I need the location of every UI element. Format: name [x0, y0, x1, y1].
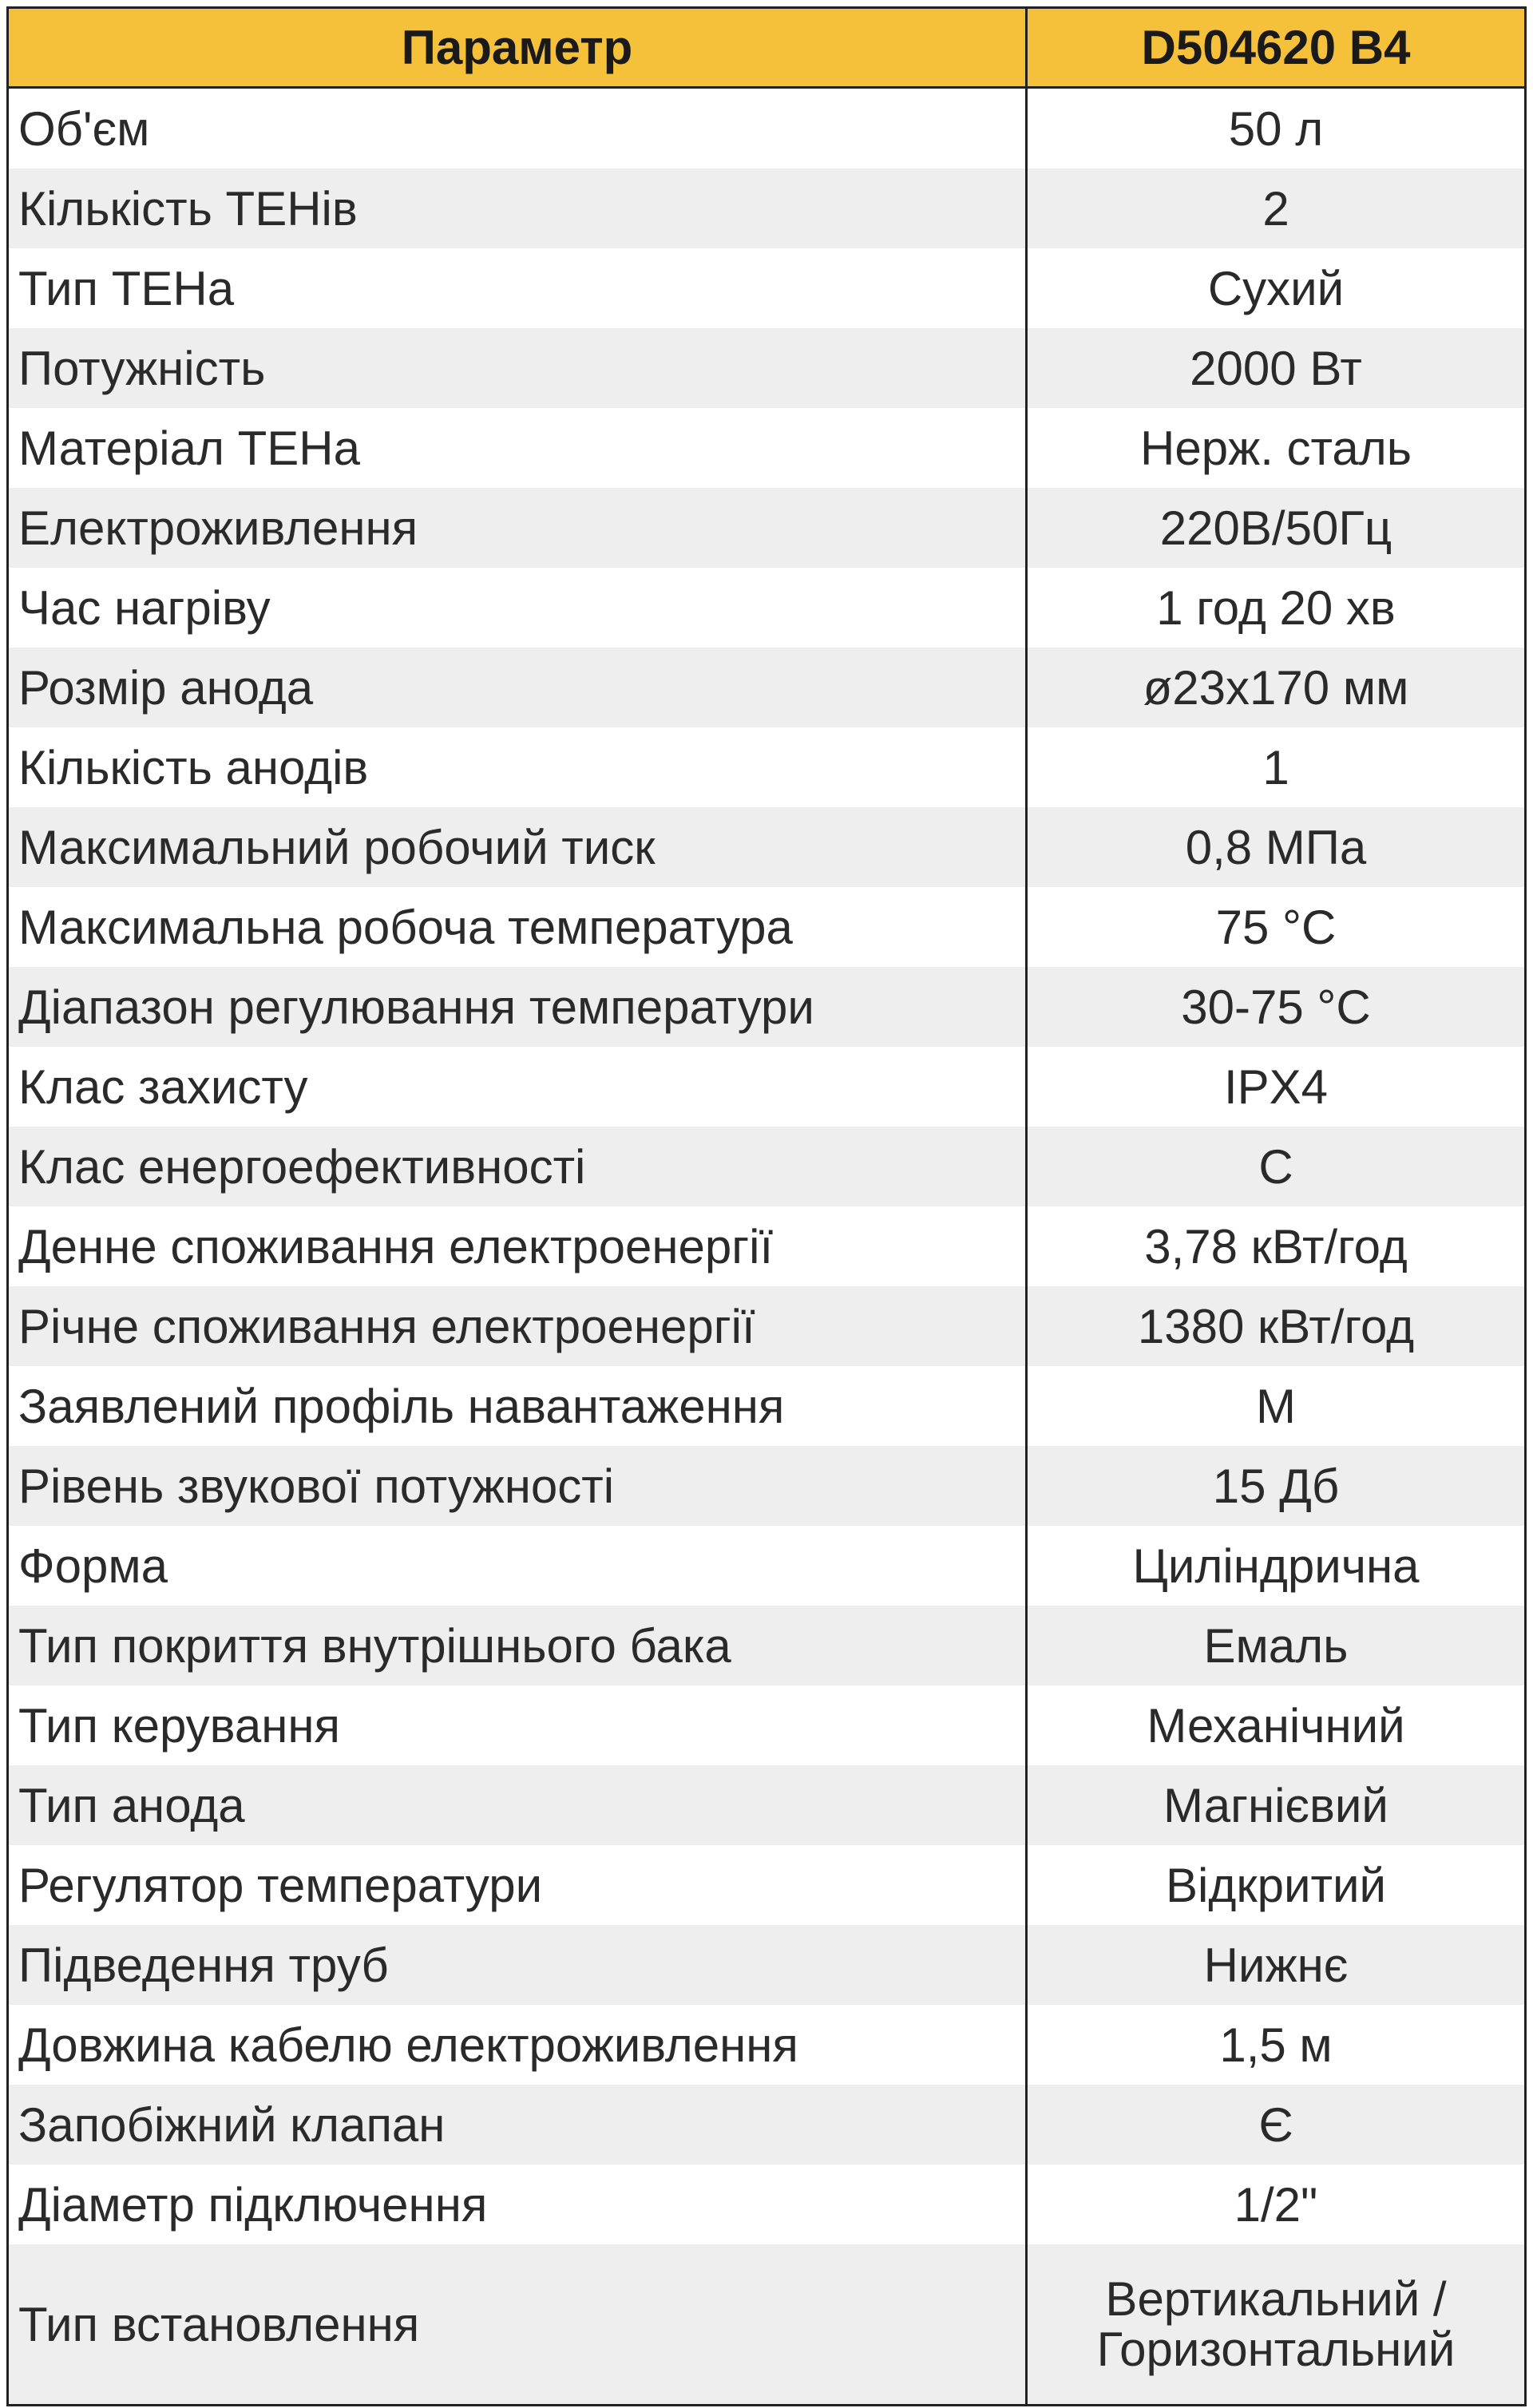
- table-row: [9, 1685, 1524, 1765]
- table-row: [9, 1366, 1524, 1446]
- param-cell: Тип керування: [9, 1685, 1028, 1765]
- param-cell: Рівень звукової потужності: [9, 1446, 1028, 1526]
- param-cell: Діапазон регулювання температури: [9, 967, 1028, 1047]
- table-row: [9, 2005, 1524, 2085]
- param-cell: Максимальний робочий тиск: [9, 807, 1028, 887]
- table-row: [9, 328, 1524, 408]
- table-row: [9, 1127, 1524, 1206]
- table-row: [9, 168, 1524, 248]
- param-cell: Запобіжний клапан: [9, 2085, 1028, 2164]
- param-cell: Матеріал ТЕНа: [9, 408, 1028, 488]
- param-cell: Час нагріву: [9, 568, 1028, 648]
- param-cell: Клас захисту: [9, 1047, 1028, 1127]
- value-cell: 220В/50Гц: [1159, 501, 1392, 555]
- value-cell: 1 год 20 хв: [1156, 580, 1396, 635]
- param-cell: Тип анода: [9, 1765, 1028, 1845]
- value-cell: 30-75 °С: [1181, 980, 1371, 1034]
- table-row: [9, 1286, 1524, 1366]
- table-row: [9, 2164, 1524, 2244]
- value-cell: IPX4: [1223, 1059, 1329, 1114]
- value-cell: Вертикальний / Горизонтальний: [1096, 2272, 1456, 2376]
- table-row: [9, 1925, 1524, 2005]
- param-cell: Довжина кабелю електроживлення: [9, 2005, 1028, 2085]
- value-cell: 3,78 кВт/год: [1144, 1219, 1408, 1273]
- value-cell: Відкритий: [1165, 1858, 1386, 1912]
- value-cell: 1: [1262, 740, 1289, 794]
- value-cell: 1,5 м: [1219, 2018, 1333, 2072]
- table-row: [9, 1526, 1524, 1606]
- param-cell: Максимальна робоча температура: [9, 887, 1028, 967]
- table-row: [9, 488, 1524, 568]
- table-row: [9, 1047, 1524, 1127]
- table-header-row: [9, 9, 1524, 89]
- value-cell: Нижнє: [1203, 1938, 1349, 1992]
- value-cell: 75 °С: [1215, 900, 1337, 954]
- param-cell: Тип покриття внутрішнього бака: [9, 1606, 1028, 1685]
- table-row: [9, 248, 1524, 328]
- value-cell: Є: [1258, 2097, 1293, 2152]
- table-row: [9, 967, 1524, 1047]
- value-cell: Магнієвий: [1163, 1778, 1388, 1832]
- param-cell: Об'єм: [9, 89, 1028, 168]
- value-cell: Нерж. сталь: [1140, 421, 1412, 475]
- table-row: [9, 1446, 1524, 1526]
- value-cell: Сухий: [1207, 261, 1345, 315]
- value-cell: 1/2": [1234, 2177, 1318, 2232]
- value-cell: 2000 Вт: [1190, 341, 1362, 395]
- param-cell: Кількість анодів: [9, 727, 1028, 807]
- table-row: [9, 568, 1524, 648]
- table-row: [9, 1845, 1524, 1925]
- table-row: [9, 408, 1524, 488]
- value-cell: 0,8 МПа: [1185, 820, 1367, 874]
- value-cell: 1380 кВт/год: [1137, 1299, 1415, 1353]
- param-cell: Електроживлення: [9, 488, 1028, 568]
- table-body: [9, 89, 1524, 2404]
- param-cell: Заявлений профіль навантаження: [9, 1366, 1028, 1446]
- value-cell: 15 Дб: [1212, 1459, 1340, 1513]
- param-cell: Тип ТЕНа: [9, 248, 1028, 328]
- value-cell: Циліндрична: [1132, 1539, 1420, 1593]
- value-cell: C: [1258, 1139, 1293, 1194]
- param-cell: Підведення труб: [9, 1925, 1028, 2005]
- param-cell: Кількість ТЕНів: [9, 168, 1028, 248]
- value-cell: M: [1256, 1379, 1296, 1433]
- param-cell: Клас енергоефективності: [9, 1127, 1028, 1206]
- table-row: [9, 89, 1524, 168]
- param-cell: Денне споживання електроенергії: [9, 1206, 1028, 1286]
- table-row: [9, 1606, 1524, 1685]
- param-cell: Форма: [9, 1526, 1028, 1606]
- param-cell: Розмір анода: [9, 648, 1028, 727]
- table-row: [9, 2085, 1524, 2164]
- param-cell: Потужність: [9, 328, 1028, 408]
- param-cell: Діаметр підключення: [9, 2164, 1028, 2244]
- header-model: D504620 B4: [1141, 21, 1411, 74]
- spec-table: [6, 6, 1527, 2406]
- header-param: Параметр: [9, 9, 1028, 86]
- value-cell: ø23х170 мм: [1143, 660, 1409, 715]
- value-cell: 2: [1262, 181, 1289, 236]
- table-row: [9, 887, 1524, 967]
- value-cell: Емаль: [1203, 1618, 1349, 1673]
- table-row: [9, 648, 1524, 727]
- value-cell: Механічний: [1147, 1698, 1405, 1753]
- table-row: [9, 727, 1524, 807]
- param-cell: Регулятор температури: [9, 1845, 1028, 1925]
- table-row: [9, 2244, 1524, 2404]
- param-cell: Тип встановлення: [9, 2244, 1028, 2404]
- value-cell: 50 л: [1228, 101, 1324, 156]
- table-row: [9, 807, 1524, 887]
- param-cell: Річне споживання електроенергії: [9, 1286, 1028, 1366]
- table-row: [9, 1765, 1524, 1845]
- table-row: [9, 1206, 1524, 1286]
